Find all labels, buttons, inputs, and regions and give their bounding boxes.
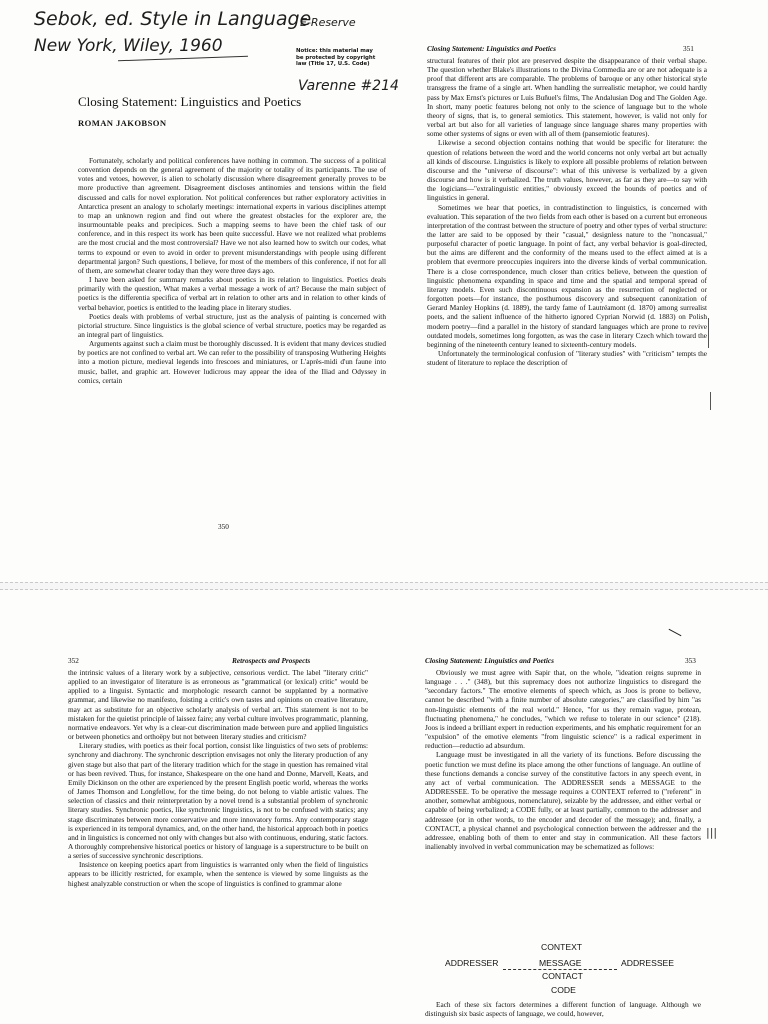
margin-line [708, 318, 709, 348]
running-head-353: Closing Statement: Linguistics and Poetics [425, 656, 554, 665]
paragraph: Insistence on keeping poetics apart from linguistics is warranted only when the field of linguistics appears to be illicitly restricted, for example, when the sentence is viewed by some linguists as the highest analyzable construction or when the scope of linguistics is confined to grammar alone [68, 860, 368, 888]
diagram-message: MESSAGE [539, 958, 582, 968]
scan-separator [0, 582, 768, 590]
diagram-contact: CONTACT [542, 971, 583, 981]
paragraph: Obviously we must agree with Sapir that, on the whole, "ideation reigns supreme in language . . ." (348), but this supremacy does not authorize linguistics to disregard the "secondary factors." The emotive elements of speech which, as Joos is prone to believe, cannot be described "with a finite number of absolute categories," are classified by him "as non-linguistic elements of the real world." Hence, "for us they remain vague, protean, fluctuating phenomena," he concludes, "which we refuse to tolerate in our science" (218). Joos is indeed a brilliant expert in reduction experiments, and his emphatic requirement for an "expulsion" of the emotive elements "from linguistic science" is a radical experiment in reduction—reductio ad absurdum. [425, 668, 701, 751]
pen-mark [669, 629, 682, 636]
page-351-body [427, 56, 707, 367]
stamp-line-3: law (Title 17, U.S. Code) [296, 61, 370, 68]
paragraph: Arguments against such a claim must be thoroughly discussed. It is evident that many devices studied by poetics are not confined to verbal art. We can refer to the possibility of transposing Wuthering Heights into a motion picture, medieval legends into frescoes and miniatures, or L'après-midi d'un faune into music, ballet, and graphic art. However ludicrous may appear the idea of the Iliad and Odyssey in comics, certain [78, 339, 386, 385]
paragraph: Language must be investigated in all the variety of its functions. Before discussing the poetic function we must define its place among the other functions of language. An outline of these functions demands a concise survey of the constitutive factors in any speech event, in any act of verbal communication. The ADDRESSER sends a MESSAGE to the ADDRESSEE. To be operative the message requires a CONTEXT referred to ("referent" in another, somewhat ambiguous, nomenclature), seizable by the addressee, and either verbal or capable of being verbalized; a CODE fully, or at least partially, common to the addresser and addressee (or in other words, to the encoder and decoder of the message); and, finally, a CONTACT, a physical channel and psychological connection between the addresser and the addressee, enabling both of them to enter and stay in communication. All these factors inalienably involved in verbal communication may be schematized as follows: [425, 750, 701, 851]
copyright-stamp [296, 48, 375, 68]
paragraph: Sometimes we hear that poetics, in contradistinction to linguistics, is concerned with evaluation. This separation of the two fields from each other is based on a current but erroneous interpretation of the contrast between the structure of poetry and other types of verbal structure: the latter are said to be opposed by their "casual," designless nature to the "noncasual," purposeful character of poetic language. In point of fact, any verbal behavior is goal-directed, but the aims are different and the conformity of the means used to the effect aimed at is a problem that evermore preoccupies inquirers into the diverse kinds of verbal communication. There is a close correspondence, much closer than critics believe, between the question of linguistic phenomena expanding in space and time and the spatial and temporal spread of literary models. Even such discontinuous expansion as the resurrection of neglected or forgotten poets—for instance, the posthumous discovery and subsequent canonization of Gerard Manley Hopkins (d. 1889), the tardy fame of Lautréamont (d. 1870) among surrealist poets, and the salient influence of the hitherto ignored Cyprian Norwid (d. 1883) on Polish modern poetry—find a parallel in the history of standard languages which are prone to revive outdated models, sometimes long forgotten, as was the case in literary Czech which toward the beginning of the nineteenth century leaned to sixteenth-century models. [427, 202, 707, 349]
page-number-352: 352 [68, 656, 79, 665]
stamp-line-1: Notice: this material may [296, 48, 373, 54]
paragraph: Literary studies, with poetics as their focal portion, consist like linguistics of two sets of problems: synchrony and diachrony. The synchronic description envisages not only the literary production of any given stage but also that part of the literary tradition which for the stage in question has remained vital or has been revived. Thus, for instance, Shakespeare on the one hand and Donne, Marvell, Keats, and Emily Dickinson on the other are experienced by the present English poetic world, whereas the works of James Thomson and Longfellow, for the time being, do not belong to viable artistic values. The selection of classics and their reinterpretation by a novel trend is a substantial problem of synchronic literary studies. Synchronic poetics, like synchronic linguistics, is not to be confused with statics; any stage discriminates between more conservative and more innovatory forms. Any contemporary stage is experienced in its temporal dynamics, and, on the other hand, the historical approach both in poetics and in linguistics is concerned not only with changes but also with continuous, enduring, static factors. A thoroughly comprehensive historical poetics or history of language is a superstructure to be built on a series of successive synchronic descriptions. [68, 741, 368, 861]
diagram-addresser: ADDRESSER [445, 958, 499, 968]
paragraph: Poetics deals with problems of verbal structure, just as the analysis of painting is concerned with pictorial structure. Since linguistics is the global science of verbal structure, poetics may be regarded as an integral part of linguistics. [78, 311, 386, 339]
running-head-351: Closing Statement: Linguistics and Poetics [427, 44, 556, 53]
paragraph: the intrinsic values of a literary work by a subjective, censorious verdict. The label "literary critic" applied to an investigator of literature is as erroneous as "grammatical (or lexical) critic" would be applied to a linguist. Syntactic and morphologic research cannot be supplanted by a normative grammar, and likewise no manifesto, foisting a critic's own tastes and opinions on creative literature, may act as substitute for an objective scholarly analysis of verbal art. This statement is not to be mistaken for the quietist principle of laissez faire; any verbal culture involves programmatic, planning, normative endeavors. Yet why is a clear-cut discrimination made between pure and applied linguistics or between phonetics and orthoëpy but not between literary studies and criticism? [68, 668, 368, 742]
diagram-context: CONTEXT [541, 942, 583, 952]
author-name: ROMAN JAKOBSON [78, 118, 167, 128]
handwritten-citation-line2: New York, Wiley, 1960 [34, 36, 223, 56]
handwritten-citation-line1: Sebok, ed. Style in Language [34, 8, 312, 30]
paragraph: I have been asked for summary remarks about poetics in its relation to linguistics. Poetics deals primarily with the question, What makes a verbal message a work of art? Because the main subject of poetics is the differentia specifica of verbal art in relation to other arts and in relation to other kinds of verbal behavior, poetics is entitled to the leading place in literary studies. [78, 275, 386, 312]
diagram-divider [503, 969, 617, 970]
chapter-title: Closing Statement: Linguistics and Poetics [78, 94, 302, 109]
paragraph: structural features of their plot are preserved despite the disappearance of their verbal shape. The question whether Blake's illustrations to the Divina Commedia are or are not adequate is a proof that different arts are comparable. The problems of baroque or any other historical style transgress the frame of a single art. When handling the surrealistic metaphor, we could hardly pass by Max Ernst's pictures or Luis Buñuel's films, The Andalusian Dog and The Golden Age. In short, many poetic features belong not only to the science of language but to the whole theory of signs, that is, to general semiotics. This statement, however, is valid not only for verbal art but also for all varieties of language since language shares many properties with some other systems of signs or even with all of them (pansemiotic features). [427, 56, 707, 139]
paragraph: Each of these six factors determines a different function of language. Although we distinguish six basic aspects of language, we could, however, [425, 1000, 701, 1019]
page-352-body [68, 668, 368, 888]
paragraph: Fortunately, scholarly and political conferences have nothing in common. The success of a political convention depends on the general agreement of the majority or totality of its participants. The use of votes and vetoes, however, is alien to scholarly discussion where disagreement generally proves to be more productive than agreement. Disagreement discloses antinomies and tensions within the field discussed and calls for novel exploration. Not political conferences but rather exploratory activities in Antarctica present an analogy to scholarly meetings: international experts in various disciplines attempt to map an unknown region and find out where the greatest obstacles for the explorer are, the insurmountable peaks and precipices. Such a mapping seems to have been the chief task of our conference, and in this respect its work has been quite successful. Have we not realized what problems are the most crucial and the most controversial? Have we not also learned how to switch our codes, what terms to expound or even to avoid in order to prevent misunderstandings with people using different departmental jargon? Such questions, I believe, for most of the members of this conference, if not for all of them, are somewhat clearer today than they were three days ago. [78, 156, 386, 275]
diagram-addressee: ADDRESSEE [621, 958, 675, 968]
margin-line [710, 392, 711, 410]
scan-bottom-spread [0, 590, 768, 1024]
diagram-code: CODE [551, 985, 576, 995]
page-350-body [78, 156, 386, 385]
running-head-352: Retrospects and Prospects [232, 656, 311, 665]
stamp-line-2: be protected by copyright [296, 54, 376, 61]
page-353-body [425, 668, 701, 851]
handwritten-note-varenne: Varenne #214 [298, 78, 399, 94]
paragraph: Unfortunately the terminological confusion of "literary studies" with "criticism" tempts the student of literature to replace the description of [427, 349, 707, 368]
handwritten-note-reserve: E-Reserve [300, 16, 356, 29]
communication-factors-diagram [425, 942, 705, 996]
page-number-351: 351 [683, 44, 694, 53]
page-353-continuation [425, 1000, 701, 1018]
page-number-353: 353 [685, 656, 696, 665]
paragraph: Likewise a second objection contains nothing that would be specific for literature: the question of relations between the word and the world concerns not only verbal art but actually all kinds of discourse. Linguistics is likely to explore all possible problems of relation between discourse and the "universe of discourse": what of this universe is verbalized by a given discourse and how is it verbalized. The truth values, however, as far as they are—to say with the logicians—"extralinguistic entities," obviously exceed the bounds of poetics and of linguistics in general. [427, 138, 707, 203]
handwritten-underline [118, 56, 248, 62]
margin-mark: ||| [706, 826, 718, 839]
page-number-350: 350 [218, 522, 229, 531]
